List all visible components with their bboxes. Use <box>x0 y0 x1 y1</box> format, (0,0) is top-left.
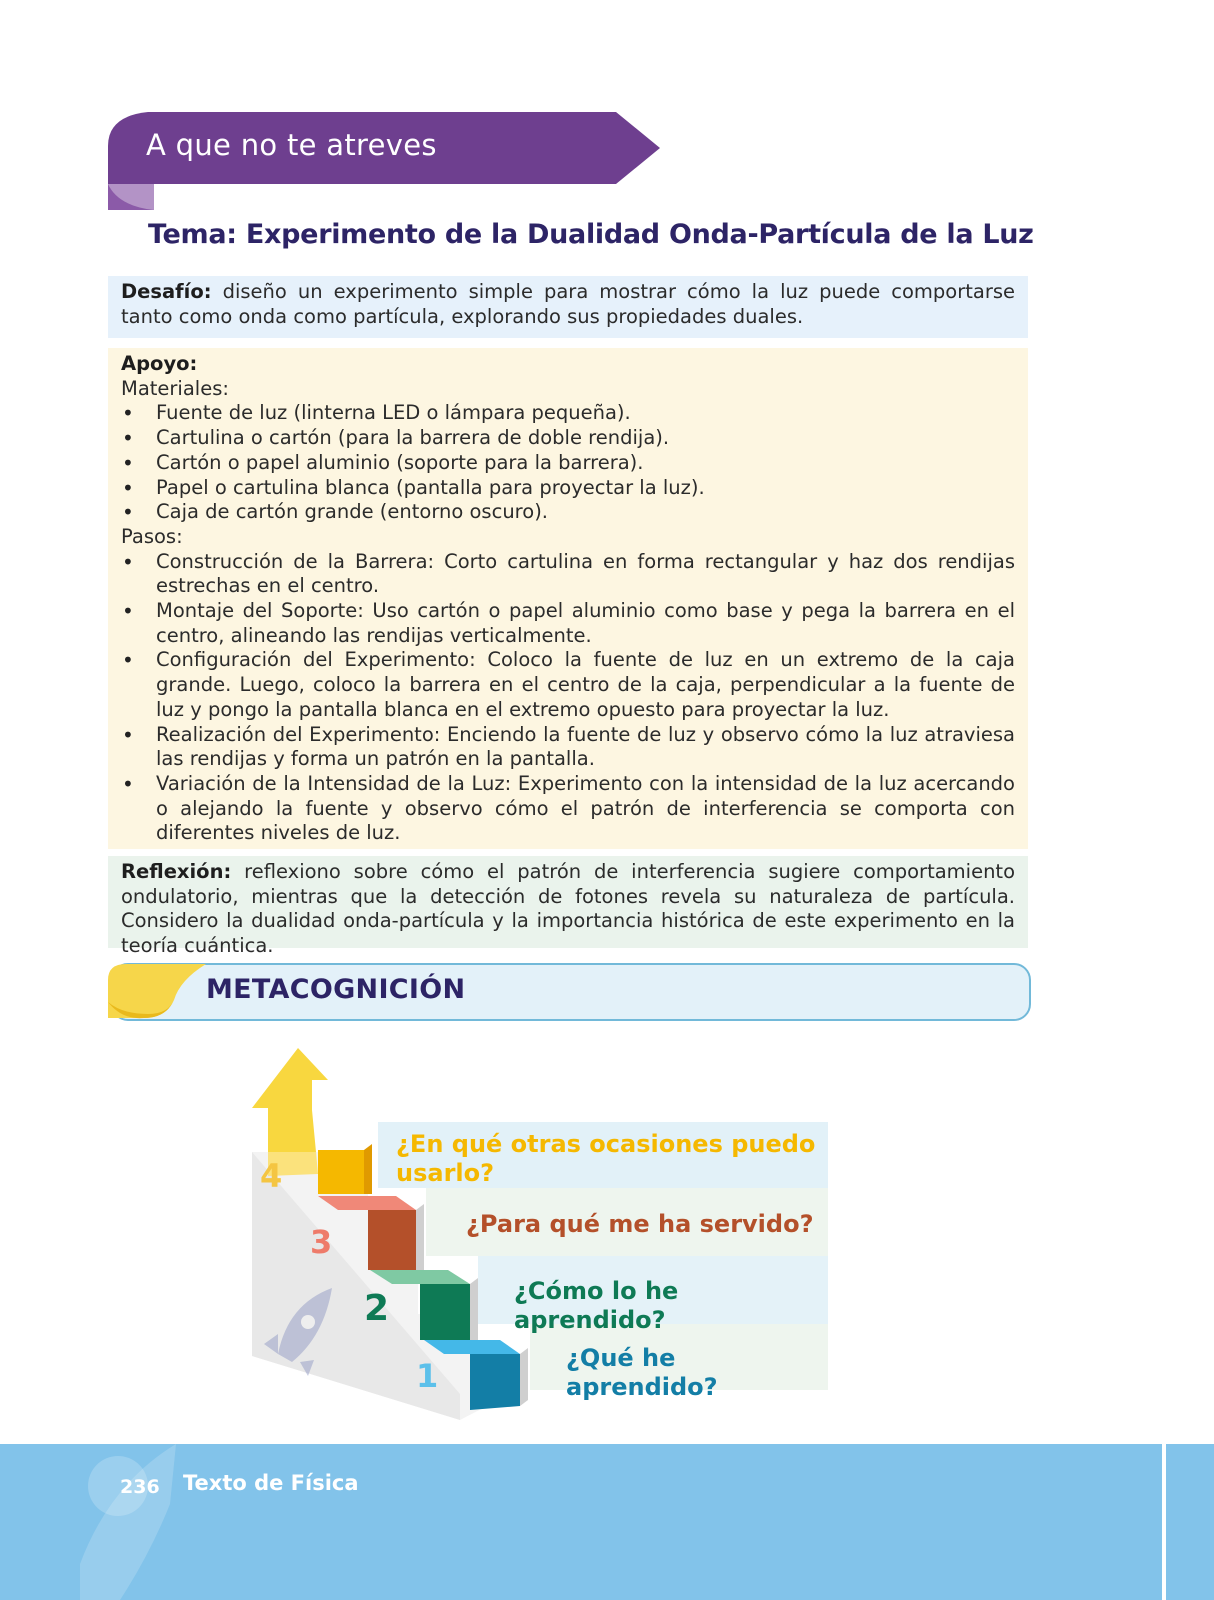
list-item: • Realización del Experimento: Enciendo la fuente de luz y observo cómo la luz atraviesa las rendijas y forma un patrón en la pantalla. <box>121 723 1015 772</box>
question-step-4-line1: ¿En qué otras ocasiones puedo <box>396 1130 816 1158</box>
list-item: • Montaje del Soporte: Uso cartón o papel aluminio como base y pega la barrera en el centro, alineando las rendijas verticalmente. <box>121 599 1015 648</box>
materials-list <box>121 401 1015 525</box>
metacognition-header <box>108 962 1032 1024</box>
challenge-text: diseño un experimento simple para mostrar cómo la luz puede comportarse tanto como onda como partícula, explorando sus propiedades duales. <box>121 280 1016 328</box>
support-box <box>108 348 1028 849</box>
list-item: • Variación de la Intensidad de la Luz: Experimento con la intensidad de la luz acercando o alejando la fuente y observo cómo el patrón de interferencia se comporta con diferentes niveles de luz. <box>121 772 1015 846</box>
list-item: • Cartón o papel aluminio (soporte para la barrera). <box>121 451 1015 476</box>
page-number: 236 <box>120 1476 160 1498</box>
step-number-2: 2 <box>364 1288 390 1329</box>
metacognition-title: METACOGNICIÓN <box>206 974 466 1005</box>
step-number-1: 1 <box>416 1357 439 1395</box>
support-label: Apoyo: <box>121 352 198 375</box>
list-item: • Cartulina o cartón (para la barrera de doble rendija). <box>121 426 1015 451</box>
reflection-text: reflexiono sobre cómo el patrón de interferencia sugiere comportamiento ondulatorio, mientras que la detección de fotones revela su naturaleza de partícula. Considero la dualidad onda-partícula y la importancia histórica de este experimento en la teoría cuántica. <box>121 860 1016 958</box>
question-step-4-line2: usarlo? <box>396 1159 495 1187</box>
question-step-4 <box>396 1130 815 1188</box>
steps-list <box>121 550 1015 846</box>
challenge-box <box>108 276 1028 338</box>
footer-divider <box>1162 1444 1166 1600</box>
list-item: • Construcción de la Barrera: Corto cartulina en forma rectangular y haz dos rendijas estrechas en el centro. <box>121 550 1015 599</box>
section-banner <box>108 110 674 216</box>
reflection-box <box>108 856 1028 958</box>
list-item: • Papel o cartulina blanca (pantalla para proyectar la luz). <box>121 476 1015 501</box>
step-number-4: 4 <box>260 1157 283 1195</box>
banner-shape <box>108 110 674 216</box>
question-step-1: ¿Qué he aprendido? <box>566 1344 718 1401</box>
list-item: • Configuración del Experimento: Coloco la fuente de luz en un extremo de la caja grande. Luego, coloco la barrera en el centro de la caja, perpendicular a la fuente de luz y pongo la pantalla blanca en el extremo opuesto para proyectar la luz. <box>121 648 1015 722</box>
list-item: • Caja de cartón grande (entorno oscuro). <box>121 500 1015 525</box>
question-step-2: ¿Cómo lo he aprendido? <box>514 1277 679 1334</box>
steps-label: Pasos: <box>121 524 183 548</box>
challenge-label: Desafío: <box>121 280 212 303</box>
reflection-label: Reflexión: <box>121 860 232 883</box>
question-step-3: ¿Para qué me ha servido? <box>466 1210 814 1238</box>
footer-title: Texto de Física <box>183 1471 359 1495</box>
list-item: • Fuente de luz (linterna LED o lámpara pequeña). <box>121 401 1015 426</box>
materials-label: Materiales: <box>121 376 229 400</box>
topic-title: Tema: Experimento de la Dualidad Onda-Partícula de la Luz <box>148 219 1034 250</box>
page-footer <box>0 1444 1214 1600</box>
step-number-3: 3 <box>310 1223 333 1261</box>
footer-rocket-icon <box>40 1444 240 1600</box>
banner-title: A que no te atreves <box>146 128 437 162</box>
metacognition-stairs <box>248 1044 833 1424</box>
